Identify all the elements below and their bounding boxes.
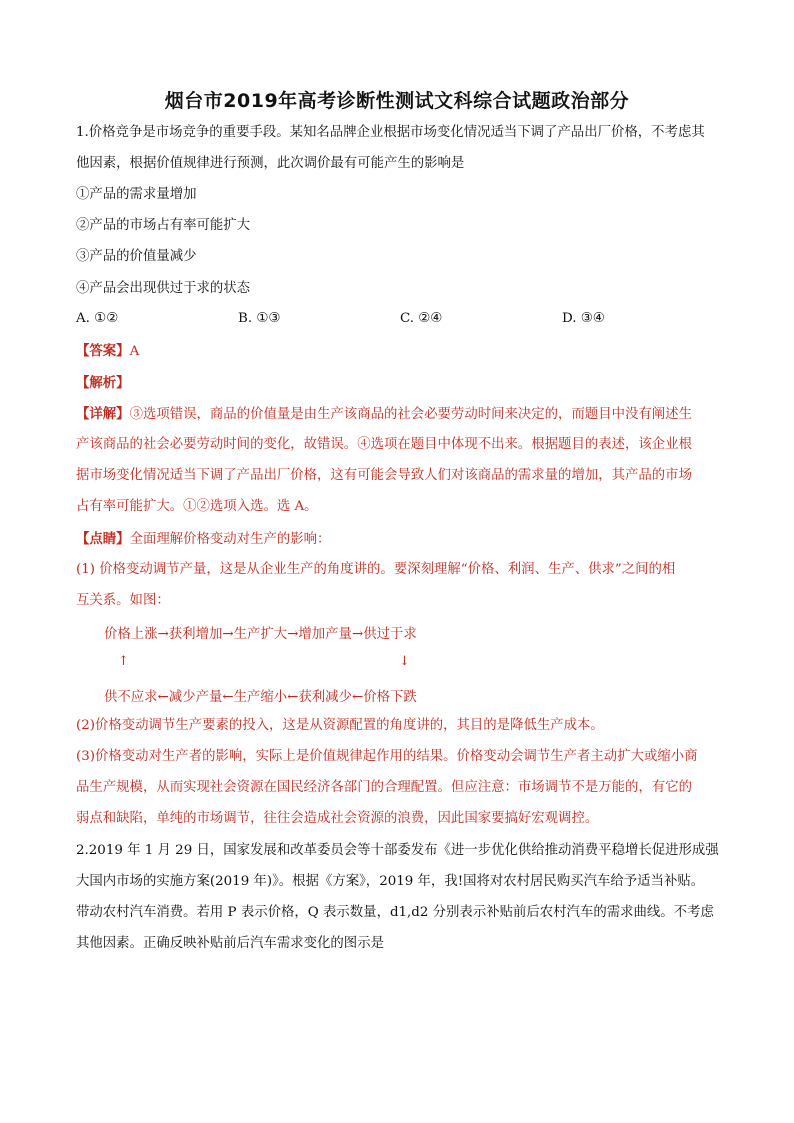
q1-item-1: ①产品的需求量增加 [76, 187, 197, 202]
note-p2: (2)价格变动调节生产要素的投入，这是从资源配置的角度讲的，其目的是降低生产成本。 [76, 718, 604, 733]
q1-item-2: ②产品的市场占有率可能扩大 [76, 218, 251, 233]
detail-line3: 据市场变化情况适当下调了产品出厂价格，这有可能会导致人们对该商品的需求量的增加，其产品的市场 [76, 468, 692, 483]
q1-stem-line2: 他因素，根据价值规律进行预测，此次调价最有可能产生的影响是 [76, 156, 465, 171]
arrow-right-icon: → [222, 627, 234, 642]
flow-bottom-3: 生产缩小 [233, 690, 288, 705]
flow-top-4: 增加产量 [298, 627, 352, 642]
analysis-label: 【解析】 [76, 375, 130, 391]
page-title: 烟台市2019年高考诊断性测试文科综合试题政治部分 [164, 90, 630, 112]
flow-bottom-2: 减少产量 [168, 690, 223, 705]
answer-row [76, 342, 139, 361]
note-label: 【点睛】 [76, 531, 130, 547]
arrow-right-icon: → [287, 627, 299, 642]
note-intro-line [76, 530, 330, 549]
arrow-down-icon: ↓ [399, 654, 410, 669]
flow-top-row [104, 623, 417, 642]
flow-top-3: 生产扩大 [233, 627, 288, 642]
answer-value: A [129, 344, 140, 359]
q1-item-4: ④产品会出现供过于求的状态 [76, 281, 251, 296]
arrow-right-icon: → [351, 627, 364, 642]
note-p3-line2: 品生产规模，从而实现社会资源在国民经济各部门的合理配置。但应注意：市场调节不是万能的，有它的 [76, 780, 692, 795]
detail-label: 【详解】 [76, 406, 130, 422]
q1-option-b: B. ①③ [238, 311, 281, 326]
flow-bottom-5: 价格下跌 [363, 690, 417, 705]
q1-option-d: D. ③④ [562, 311, 605, 326]
detail-line4: 占有率可能扩大。①②选项入选。选 A。 [76, 499, 318, 514]
arrow-left-icon: ← [157, 690, 169, 705]
detail-line2: 产该商品的社会必要劳动时间的变化，故错误。④选项在题目中体现不出来。根据题目的表述，该企业根 [76, 437, 692, 452]
arrow-up-icon: ↑ [118, 654, 129, 669]
note-p1-line2: 互关系。如图： [76, 593, 170, 608]
q1-option-c: C. ②④ [400, 311, 443, 326]
q1-option-a: A. ①② [76, 311, 119, 326]
note-intro: 全面理解价格变动对生产的影响： [129, 532, 331, 547]
detail-text1: ③选项错误，商品的价值量是由生产该商品的社会必要劳动时间来决定的，而题目中没有阐述生 [129, 407, 692, 422]
q1-stem-line1: 1.价格竞争是市场竞争的重要手段。某知名品牌企业根据市场变化情况适当下调了产品出厂价格，不考虑其 [76, 125, 705, 140]
note-p3-line1: (3)价格变动对生产者的影响，实际上是价值规律起作用的结果。价格变动会调节生产者主动扩大或缩小商 [76, 749, 698, 764]
flow-top-5: 供过于求 [363, 627, 417, 642]
arrow-left-icon: ← [287, 690, 299, 705]
q1-item-3: ③产品的价值量减少 [76, 249, 197, 264]
flow-bottom-row [104, 686, 417, 705]
arrow-left-icon: ← [222, 690, 234, 705]
detail-line1 [76, 405, 692, 424]
note-p3-line3: 弱点和缺陷，单纯的市场调节，往往会造成社会资源的浪费，因此国家要搞好宏观调控。 [76, 811, 599, 826]
note-p1-line1: (1) 价格变动调节产量，这是从企业生产的角度讲的。要深刻理解“价格、利润、生产、供求”之间的相 [76, 562, 676, 577]
flow-bottom-4: 获利减少 [298, 690, 352, 705]
flow-bottom-1: 供不应求 [104, 690, 158, 705]
q2-line2: 大国内市场的实施方案(2019 年)》。根据《方案》，2019 年，我!国将对农村居民购买汽车给予适当补贴。 [76, 874, 705, 889]
flow-top-1: 价格上涨 [104, 627, 158, 642]
q2-line1: 2.2019 年 1 月 29 日，国家发展和改革委员会等十部委发布《进一步优化供给推动消费平稳增长促进形成强 [76, 843, 719, 858]
arrow-left-icon: ← [351, 690, 364, 705]
q2-line3: 带动农村汽车消费。若用 P 表示价格，Q 表示数量，d1,d2 分别表示补贴前后农村汽车的需求曲线。不考虑 [76, 905, 714, 920]
q2-line4: 其他因素。正确反映补贴前后汽车需求变化的图示是 [76, 936, 384, 951]
answer-label: 【答案】 [76, 343, 130, 359]
flow-top-2: 获利增加 [168, 627, 223, 642]
arrow-right-icon: → [157, 627, 169, 642]
